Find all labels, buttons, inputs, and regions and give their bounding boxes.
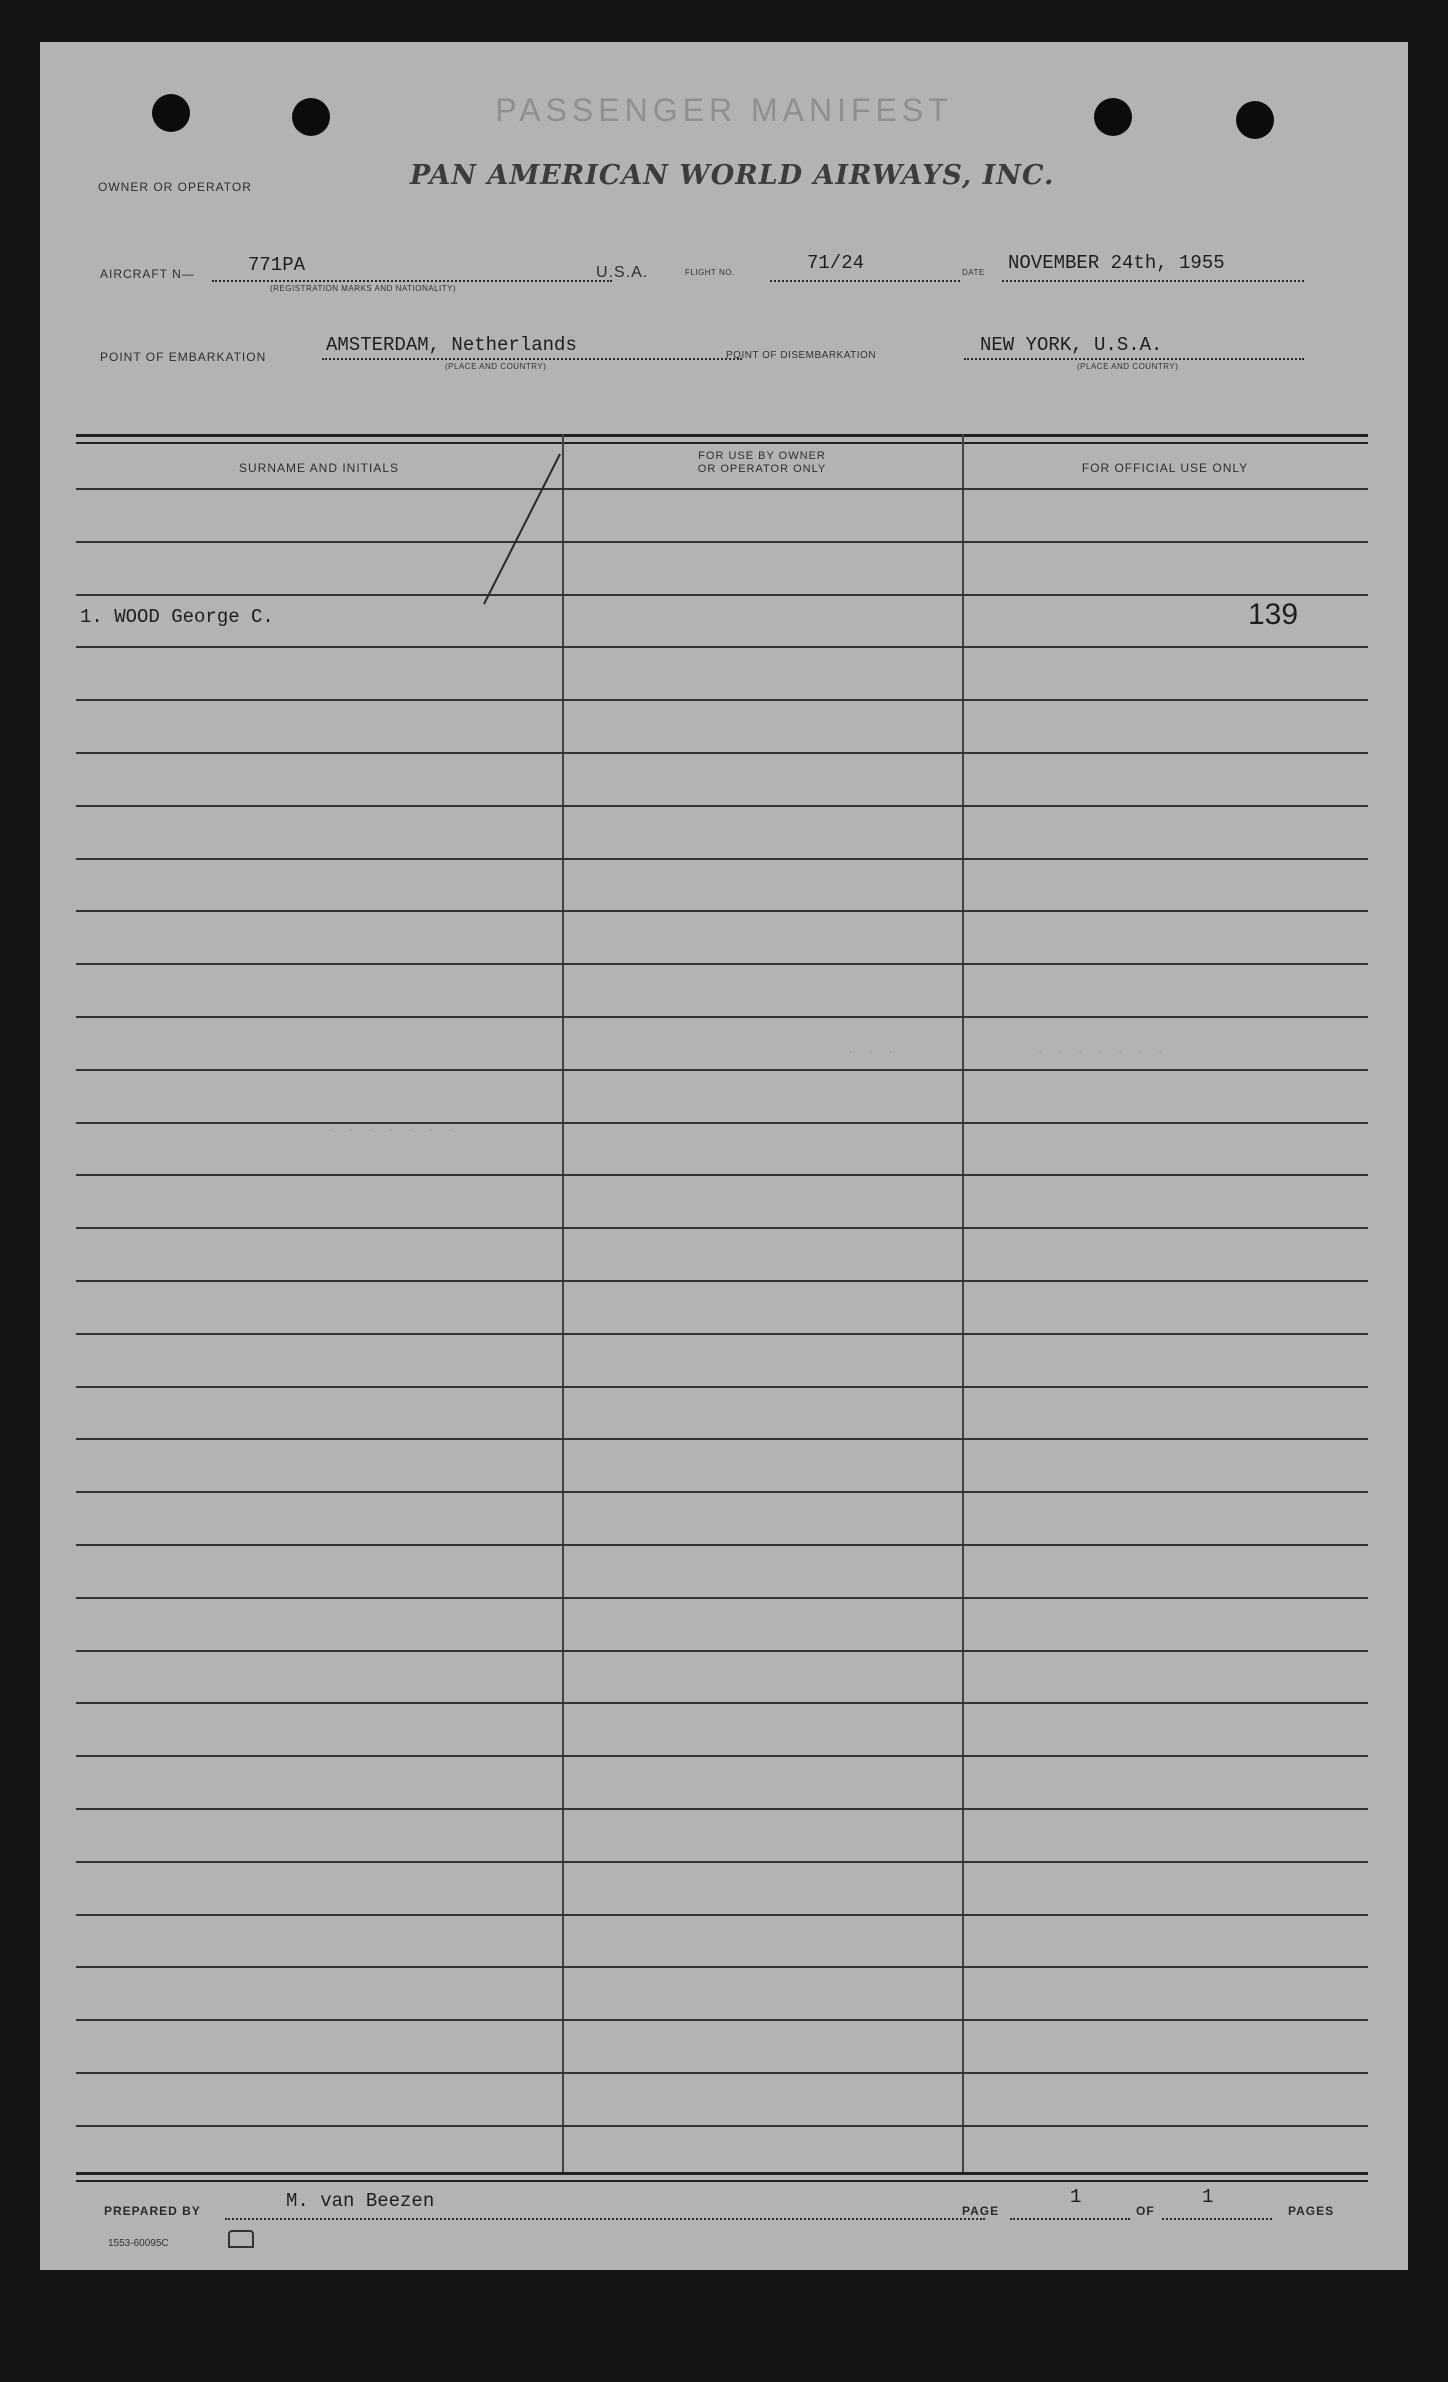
- embark-caption: (PLACE AND COUNTRY): [445, 362, 547, 371]
- aircraft-value: 771PA: [248, 254, 306, 276]
- ruled-line: [76, 1702, 1368, 1704]
- ruled-line: [76, 1597, 1368, 1599]
- passenger-name: 1. WOOD George C.: [80, 606, 274, 628]
- embark-value: AMSTERDAM, Netherlands: [326, 334, 577, 356]
- prepared-by-label: PREPARED BY: [104, 2204, 201, 2218]
- bleed-through-text: · · ·: [846, 1044, 897, 1061]
- ruled-line: [76, 541, 1368, 543]
- table-top-rule: [76, 434, 1368, 437]
- ruled-line: [76, 963, 1368, 965]
- flight-label: FLIGHT NO.: [685, 268, 735, 277]
- printer-seal-icon: [228, 2230, 254, 2248]
- ruled-line: [76, 1966, 1368, 1968]
- ruled-line: [76, 1755, 1368, 1757]
- aircraft-label: AIRCRAFT N—: [100, 267, 195, 281]
- passenger-table: [76, 434, 1368, 2186]
- document-title: PASSENGER MANIFEST: [495, 92, 953, 128]
- ruled-line: [76, 2125, 1368, 2127]
- ruled-line: [76, 1438, 1368, 1440]
- date-value: NOVEMBER 24th, 1955: [1008, 252, 1225, 274]
- ruled-line: [76, 594, 1368, 596]
- page-value: 1: [1070, 2186, 1082, 2208]
- ruled-line: [76, 805, 1368, 807]
- ruled-line: [76, 1491, 1368, 1493]
- pages-label: PAGES: [1288, 2204, 1335, 2218]
- prepared-by-underline: [225, 2218, 985, 2220]
- ruled-line: [76, 1333, 1368, 1335]
- table-bottom-rule: [76, 2180, 1368, 2182]
- ruled-line: [76, 1280, 1368, 1282]
- embark-label: POINT OF EMBARKATION: [100, 350, 267, 364]
- of-label: OF: [1136, 2204, 1155, 2218]
- aircraft-country: U.S.A.: [596, 264, 649, 281]
- manifest-document: [40, 42, 1408, 2270]
- date-underline: [1002, 280, 1304, 282]
- ruled-line: [76, 488, 1368, 490]
- flight-underline: [770, 280, 960, 282]
- ruled-line: [76, 1069, 1368, 1071]
- bleed-through-text: · · · · · · ·: [326, 1122, 457, 1139]
- ruled-line: [76, 1122, 1368, 1124]
- column-header-official: FOR OFFICIAL USE ONLY: [1081, 461, 1249, 475]
- ruled-line: [76, 752, 1368, 754]
- ruled-line: [76, 1861, 1368, 1863]
- page-underline: [1010, 2218, 1130, 2220]
- ruled-line: [76, 2019, 1368, 2021]
- column-header-operator: FOR USE BY OWNER OR OPERATOR ONLY: [697, 450, 827, 475]
- ruled-line: [76, 1016, 1368, 1018]
- ruled-line: [76, 1650, 1368, 1652]
- table-top-rule: [76, 442, 1368, 444]
- ruled-line: [76, 858, 1368, 860]
- embark-underline: [322, 358, 742, 360]
- column-divider: [562, 434, 564, 2172]
- ruled-line: [76, 1914, 1368, 1916]
- flight-value: 71/24: [807, 252, 865, 274]
- ruled-line: [76, 2072, 1368, 2074]
- ruled-line: [76, 646, 1368, 648]
- owner-label: OWNER OR OPERATOR: [98, 180, 252, 194]
- ruled-line: [76, 1227, 1368, 1229]
- date-label: DATE: [962, 268, 985, 277]
- disembark-value: NEW YORK, U.S.A.: [980, 334, 1163, 356]
- column-divider: [962, 434, 964, 2172]
- table-bottom-rule: [76, 2172, 1368, 2175]
- ruled-line: [76, 699, 1368, 701]
- official-entry: 139: [1248, 598, 1299, 631]
- ruled-line: [76, 1174, 1368, 1176]
- column-header-surname: SURNAME AND INITIALS: [238, 461, 400, 475]
- bleed-through-text: · · · · · · ·: [1036, 1044, 1167, 1061]
- of-value: 1: [1202, 2186, 1214, 2208]
- form-code: 1553-60095C: [108, 2238, 169, 2249]
- ruled-line: [76, 1386, 1368, 1388]
- page-label: PAGE: [962, 2204, 1000, 2218]
- ruled-line: [76, 1808, 1368, 1810]
- prepared-by-value: M. van Beezen: [286, 2190, 435, 2212]
- aircraft-caption: (REGISTRATION MARKS AND NATIONALITY): [270, 284, 457, 293]
- ruled-line: [76, 910, 1368, 912]
- company-name: PAN AMERICAN WORLD AIRWAYS, INC.: [410, 160, 1055, 191]
- disembark-caption: (PLACE AND COUNTRY): [1077, 362, 1179, 371]
- disembark-label: POINT OF DISEMBARKATION: [726, 350, 877, 361]
- aircraft-underline: [212, 280, 612, 282]
- disembark-underline: [964, 358, 1304, 360]
- ruled-line: [76, 1544, 1368, 1546]
- of-underline: [1162, 2218, 1272, 2220]
